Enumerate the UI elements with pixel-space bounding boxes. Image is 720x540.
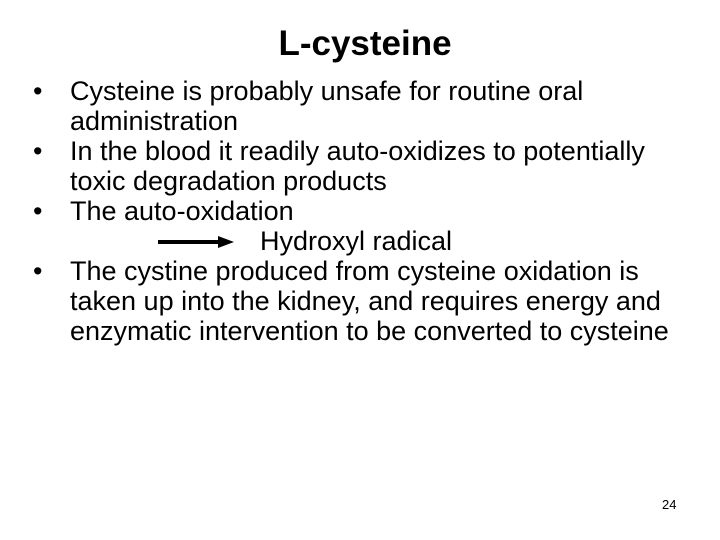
bullet-marker: • <box>33 136 43 166</box>
bullet-item <box>0 136 700 196</box>
arrow-line <box>0 226 720 256</box>
bullet-text: The auto-oxidation <box>70 196 294 226</box>
bullet-item <box>0 76 700 136</box>
bullet-text: In the blood it readily auto-oxidizes to potentially toxic degradation products <box>70 136 645 196</box>
bullet-text: The cystine produced from cysteine oxidation is taken up into the kidney, and requires energy and enzymatic intervention to be converted to cysteine <box>70 256 669 346</box>
bullet-marker: • <box>33 76 43 106</box>
bullet-item <box>0 256 700 346</box>
bullet-marker: • <box>33 256 43 286</box>
right-arrow-icon <box>158 235 234 249</box>
page-number: 24 <box>662 497 677 512</box>
bullet-text: Cysteine is probably unsafe for routine oral administration <box>70 76 584 136</box>
bullet-marker: • <box>33 196 43 226</box>
arrow-result-text: Hydroxyl radical <box>260 226 453 256</box>
bullet-list <box>0 76 720 346</box>
slide-title: L-cysteine <box>278 24 452 63</box>
bullet-item <box>0 196 700 226</box>
